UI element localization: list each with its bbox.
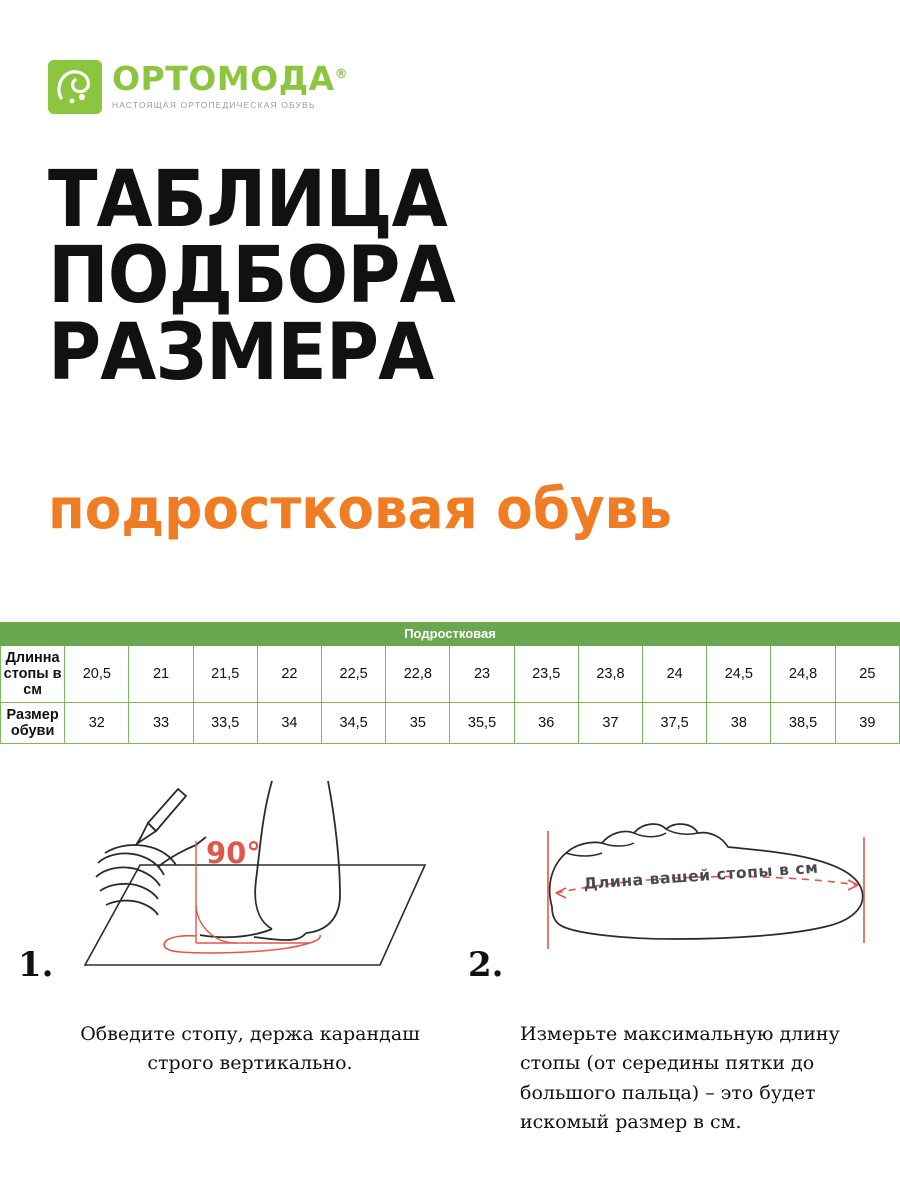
cell: 37,5 — [643, 703, 707, 744]
cell: 23,5 — [514, 646, 578, 703]
foot-arch-icon — [48, 60, 102, 114]
table-row — [1, 703, 900, 744]
cell: 33 — [129, 703, 193, 744]
logo-brand-word: ОРТОМОДА — [112, 59, 335, 98]
logo-tagline: НАСТОЯЩАЯ ОРТОПЕДИЧЕСКАЯ ОБУВЬ — [112, 100, 316, 110]
cell: 24,5 — [707, 646, 771, 703]
cell: 22,5 — [322, 646, 386, 703]
cell: 39 — [835, 703, 899, 744]
step-1-number: 1. — [18, 945, 54, 985]
size-table-section — [0, 622, 900, 744]
cell: 32 — [65, 703, 129, 744]
cell: 35 — [386, 703, 450, 744]
step-1-caption: Обведите стопу, держа карандаш строго вертикально. — [80, 1023, 420, 1075]
row-label-foot-length: Длинна стопы в см — [1, 646, 65, 703]
brand-logo — [48, 60, 348, 114]
cell: 38 — [707, 703, 771, 744]
page-title-line1: ТАБЛИЦА — [48, 155, 447, 245]
hand-tracing-foot-with-pencil-icon — [10, 745, 450, 1010]
svg-text:Длина вашей стопы в см: Длина вашей стопы в см — [583, 858, 820, 893]
table-row — [1, 646, 900, 703]
foot-length-measurement-icon — [460, 745, 900, 1010]
step-2-caption: Измерьте максимальную длину стопы (от середины пятки до большого пальца) – это будет искомый размер в см. — [520, 1023, 840, 1134]
table-group-header-row — [1, 623, 900, 646]
cell: 37 — [578, 703, 642, 744]
cell: 21,5 — [193, 646, 257, 703]
row-label-shoe-size: Размер обуви — [1, 703, 65, 744]
cell: 34,5 — [322, 703, 386, 744]
cell: 23 — [450, 646, 514, 703]
size-table — [0, 622, 900, 744]
instruction-steps — [0, 745, 900, 1195]
cell: 21 — [129, 646, 193, 703]
page-title — [48, 155, 801, 398]
page-title-line2: ПОДБОРА РАЗМЕРА — [48, 231, 455, 398]
logo-registered-mark: ® — [334, 67, 349, 82]
logo-brand — [112, 59, 349, 98]
cell: 22,8 — [386, 646, 450, 703]
cell: 38,5 — [771, 703, 835, 744]
cell: 20,5 — [65, 646, 129, 703]
cell: 24 — [643, 646, 707, 703]
cell: 22 — [257, 646, 321, 703]
table-group-header: Подростковая — [1, 623, 900, 646]
svg-text:90°: 90° — [206, 836, 261, 870]
cell: 33,5 — [193, 703, 257, 744]
logo-text — [112, 60, 348, 110]
step-2-number: 2. — [468, 945, 504, 985]
cell: 23,8 — [578, 646, 642, 703]
cell: 25 — [835, 646, 899, 703]
page-subtitle: подростковая обувь — [48, 477, 672, 542]
cell: 36 — [514, 703, 578, 744]
cell: 35,5 — [450, 703, 514, 744]
cell: 34 — [257, 703, 321, 744]
cell: 24,8 — [771, 646, 835, 703]
